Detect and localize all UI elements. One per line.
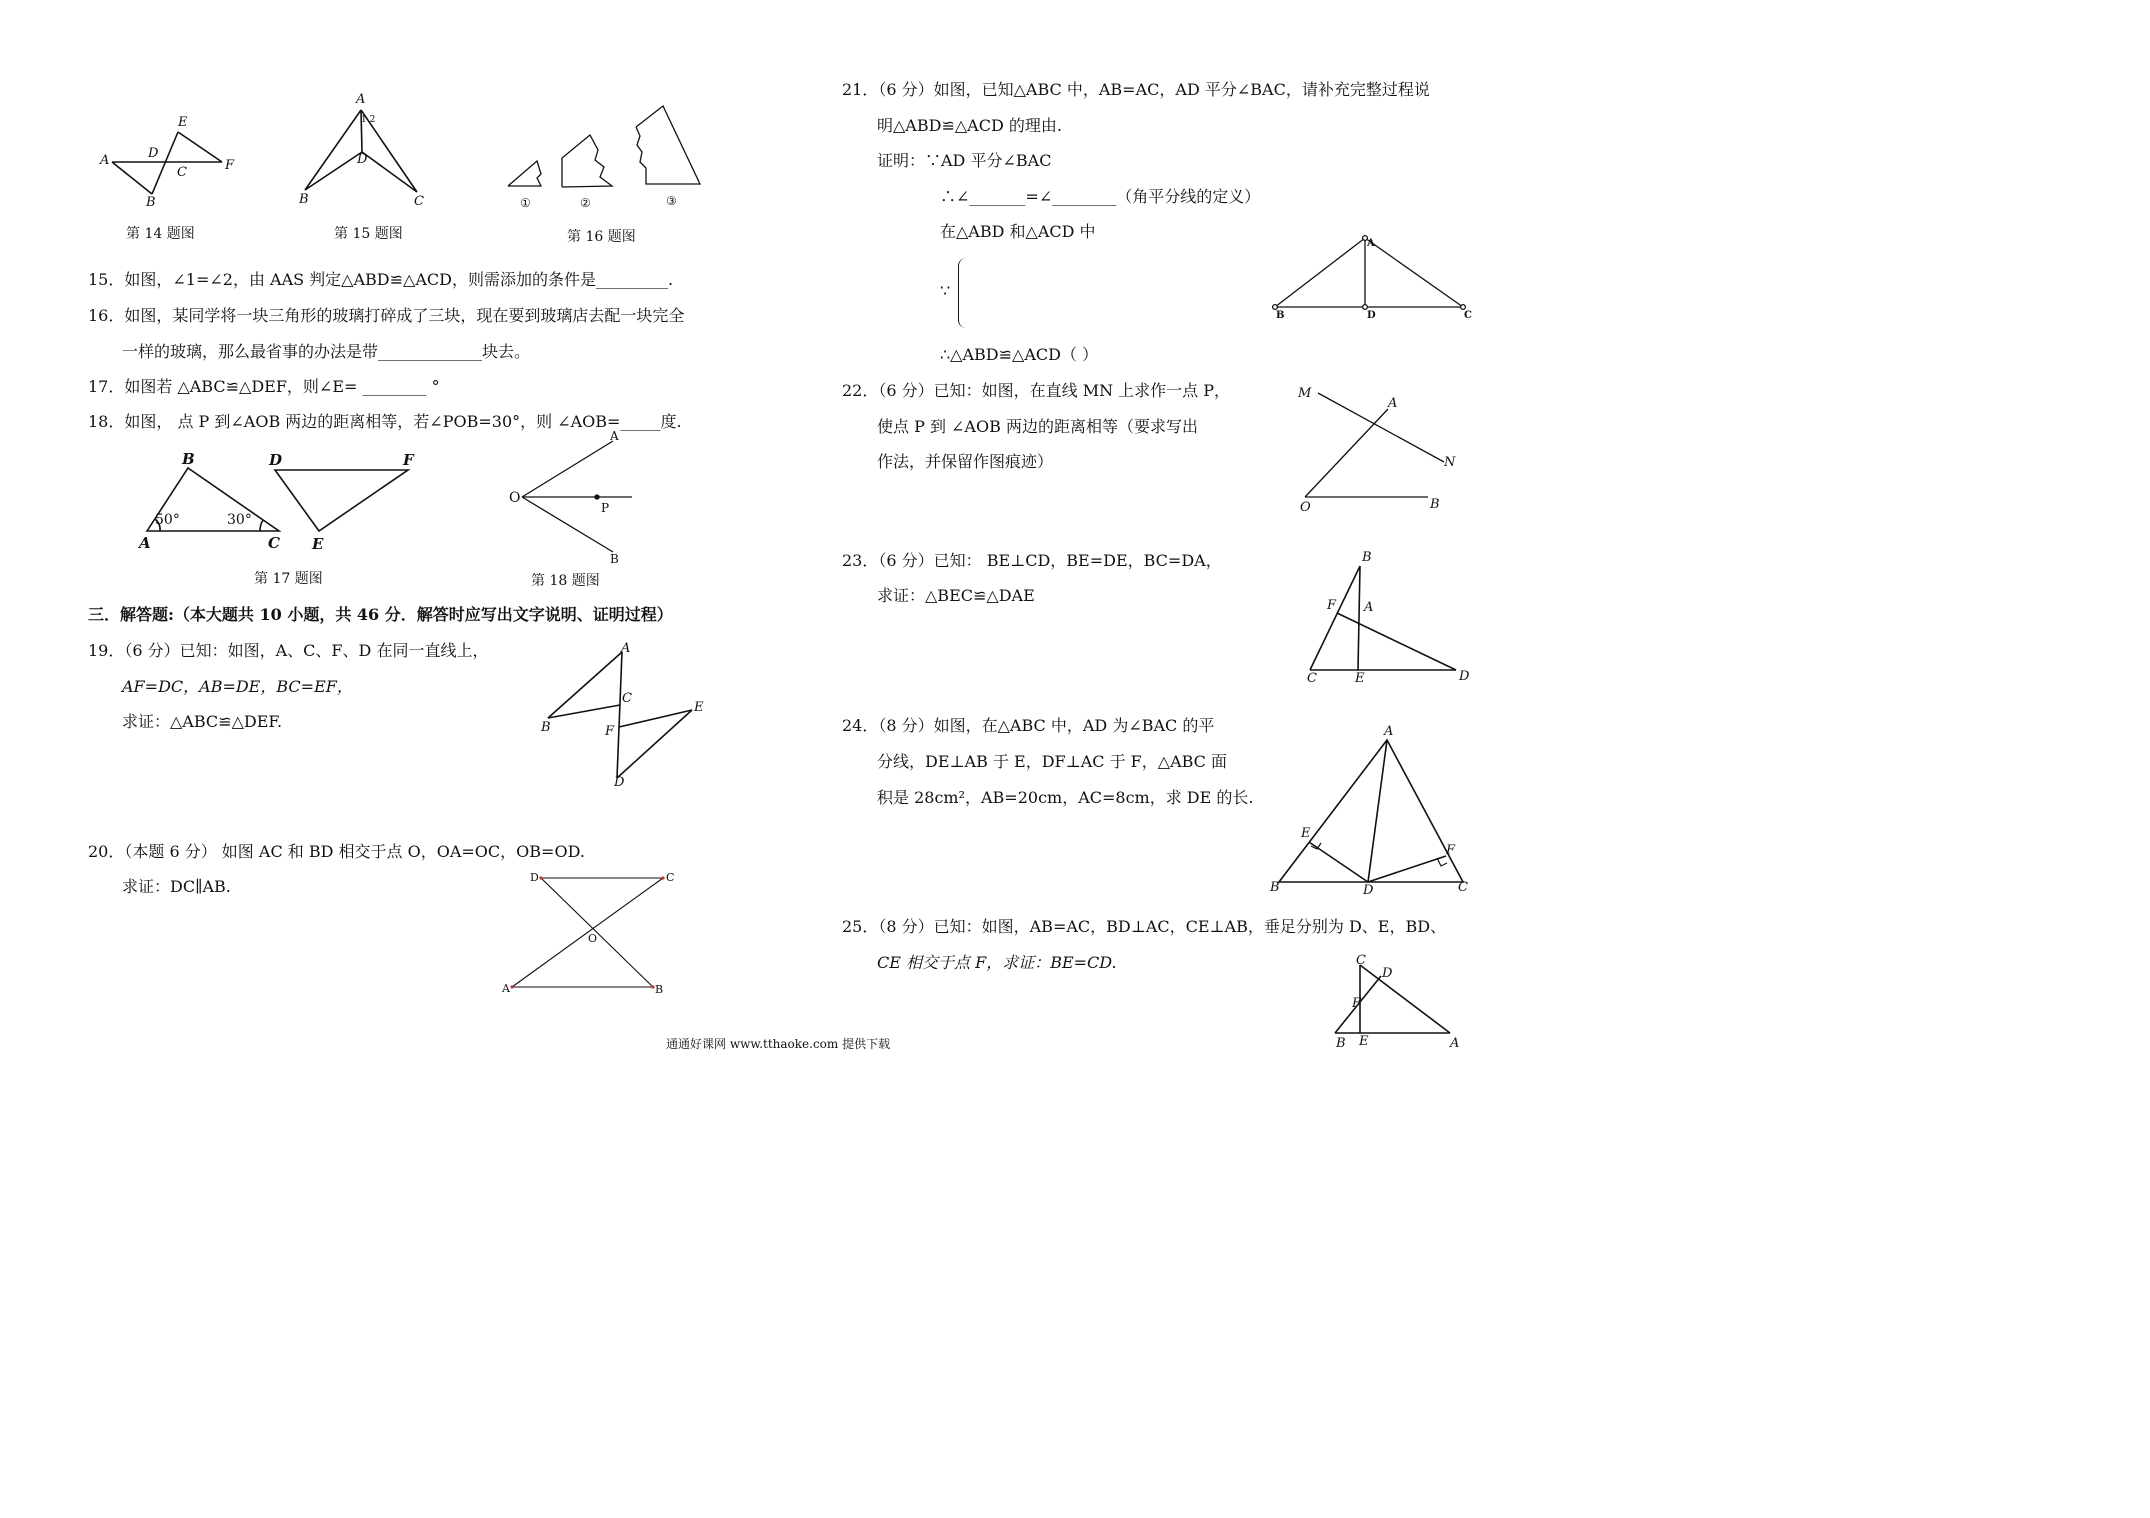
fig15-label-A: A <box>356 92 366 107</box>
fig15-label-C: C <box>414 194 424 209</box>
fig20-label-D: D <box>530 871 539 884</box>
question-19-line1: 19．（6 分）已知：如图，A、C、F、D 在同一直线上， <box>88 641 489 660</box>
fig24-label-F: F <box>1446 843 1456 858</box>
fig17-caption: 第 17 题图 <box>254 571 323 587</box>
question-22-line3: 作法，并保留作图痕迹） <box>877 452 1054 471</box>
fig17-label-D: D <box>269 451 283 469</box>
fig18-label-P: P <box>601 501 610 515</box>
fig21-label-A: A <box>1367 238 1375 249</box>
fig14-label-C: C <box>177 165 187 180</box>
fig23-label-B: B <box>1362 550 1372 565</box>
question-24-line1: 24．（8 分）如图，在△ABC 中，AD 为∠BAC 的平 <box>842 716 1215 735</box>
fig16-label-piece1: ① <box>520 196 531 210</box>
fig14-label-A: A <box>100 153 110 168</box>
fig22-label-M: M <box>1298 386 1312 401</box>
fig18-label-O: O <box>509 490 521 506</box>
fig14-label-F: F <box>225 158 235 173</box>
fig21-label-B: B <box>1276 310 1285 321</box>
question-16-line1: 16．如图，某同学将一块三角形的玻璃打碎成了三块，现在要到玻璃店去配一块完全 <box>88 306 685 325</box>
fig16-label-piece3: ③ <box>666 194 677 208</box>
question-20-line2: 求证：DC∥AB. <box>122 877 231 896</box>
fig15-caption: 第 15 题图 <box>334 226 403 242</box>
question-19-line3: 求证：△ABC≌△DEF. <box>122 712 283 731</box>
footer-credit: 通通好课网 www.tthaoke.com 提供下载 <box>666 1037 891 1051</box>
fig24-label-A: A <box>1384 724 1394 739</box>
fig24-label-D: D <box>1363 883 1374 898</box>
question-24-line3: 积是 28cm²，AB=20cm，AC=8cm，求 DE 的长. <box>877 788 1254 807</box>
question-21-line4: ∴∠_______=∠________（角平分线的定义） <box>940 187 1261 206</box>
fig17-angle-50: 50° <box>155 512 180 528</box>
question-20-line1: 20．（本题 6 分） 如图 AC 和 BD 相交于点 O，OA=OC，OB=OD. <box>88 842 585 861</box>
fig25-label-D: D <box>1382 966 1393 981</box>
question-23-line1: 23．（6 分）已知： BE⊥CD，BE=DE，BC=DA， <box>842 551 1222 570</box>
fig14-label-E: E <box>178 115 188 130</box>
fig24-label-B: B <box>1270 880 1280 895</box>
fig23-label-A: A <box>1364 600 1374 615</box>
fig18-caption: 第 18 题图 <box>531 573 600 589</box>
fig17-angle-30: 30° <box>227 512 252 528</box>
fig15-label-D: D <box>357 152 368 167</box>
fig18-label-B: B <box>610 552 619 566</box>
fig21-label-D: D <box>1367 310 1376 321</box>
fig17-label-A: A <box>139 534 151 552</box>
fig25-label-F: F <box>1352 996 1362 1011</box>
fig22-label-N: N <box>1444 455 1456 470</box>
fig19-label-C: C <box>622 691 632 706</box>
fig15-label-B: B <box>299 192 309 207</box>
fig14-label-B: B <box>146 195 156 210</box>
figure-23 <box>1310 566 1456 670</box>
fig23-label-C: C <box>1307 671 1317 686</box>
fig19-label-F: F <box>605 724 615 739</box>
section-3-heading: 三．解答题:（本大题共 10 小题，共 46 分．解答时应写出文字说明、证明过程） <box>88 605 673 624</box>
question-25-line2: CE 相交于点 F，求证：BE=CD. <box>877 953 1117 972</box>
fig22-label-A: A <box>1388 396 1398 411</box>
fig20-label-A: A <box>502 982 510 995</box>
fig25-label-E: E <box>1359 1034 1369 1049</box>
fig16-caption: 第 16 题图 <box>567 229 636 245</box>
fig14-label-D: D <box>148 146 159 161</box>
fig19-label-A: A <box>621 641 631 656</box>
figure-24 <box>1279 740 1463 882</box>
fig23-label-D: D <box>1459 669 1470 684</box>
question-17: 17．如图若 △ABC≌△DEF，则∠E= ________ ° <box>88 377 440 396</box>
fig22-label-O: O <box>1300 500 1311 515</box>
question-25-line1: 25．（8 分）已知：如图，AB=AC，BD⊥AC，CE⊥AB，垂足分别为 D、E，BD、 <box>842 917 1447 936</box>
figure-17 <box>147 468 408 531</box>
question-21-line2: 明△ABD≌△ACD 的理由. <box>877 116 1062 135</box>
fig20-label-B: B <box>655 983 664 996</box>
question-19-line2: AF=DC，AB=DE，BC=EF， <box>122 677 353 696</box>
fig25-label-B: B <box>1336 1036 1346 1051</box>
fig19-label-D: D <box>614 775 625 790</box>
fig22-label-B: B <box>1430 497 1440 512</box>
fig16-label-piece2: ② <box>580 196 591 210</box>
fig17-label-E: E <box>312 535 324 553</box>
fig25-label-C: C <box>1356 953 1366 968</box>
question-21-line5: 在△ABD 和△ACD 中 <box>940 222 1096 241</box>
fig18-label-A: A <box>610 429 619 443</box>
fig20-label-C: C <box>666 871 675 884</box>
fig25-label-A: A <box>1450 1036 1460 1051</box>
question-24-line2: 分线，DE⊥AB 于 E，DF⊥AC 于 F，△ABC 面 <box>877 752 1228 771</box>
question-21-because: ∵ <box>940 281 951 300</box>
question-21-brace <box>958 258 967 328</box>
figure-18 <box>522 441 632 552</box>
fig15-label-angle: 1 2 <box>361 115 376 125</box>
fig23-label-F: F <box>1327 598 1337 613</box>
fig23-label-E: E <box>1355 671 1365 686</box>
question-22-line2: 使点 P 到 ∠AOB 两边的距离相等（要求写出 <box>877 417 1198 436</box>
question-21-line1: 21．（6 分）如图，已知△ABC 中，AB=AC，AD 平分∠BAC，请补充完整过程说 <box>842 80 1430 99</box>
question-21-line7: ∴△ABD≌△ACD（ ） <box>940 345 1099 364</box>
figure-19 <box>548 652 692 778</box>
question-23-line2: 求证：△BEC≌△DAE <box>877 586 1035 605</box>
question-22-line1: 22．（6 分）已知：如图，在直线 MN 上求作一点 P， <box>842 381 1231 400</box>
fig20-label-O: O <box>588 932 598 945</box>
question-21-line3: 证明：∵AD 平分∠BAC <box>877 151 1052 170</box>
figure-16 <box>508 106 700 187</box>
fig19-label-B: B <box>541 720 551 735</box>
fig19-label-E: E <box>694 700 704 715</box>
fig21-label-C: C <box>1464 310 1472 321</box>
fig24-label-C: C <box>1458 880 1468 895</box>
question-16-line2: 一样的玻璃，那么最省事的办法是带_____________块去。 <box>122 342 531 361</box>
fig17-label-B: B <box>182 450 195 468</box>
question-15: 15．如图，∠1=∠2，由 AAS 判定△ABD≌△ACD，则需添加的条件是_________. <box>88 270 674 289</box>
fig17-label-C: C <box>268 534 280 552</box>
question-18: 18．如图， 点 P 到∠AOB 两边的距离相等，若∠POB=30°，则 ∠AOB=_____度. <box>88 412 682 431</box>
figure-22 <box>1305 393 1444 497</box>
fig17-label-F: F <box>403 451 414 469</box>
fig14-caption: 第 14 题图 <box>126 226 195 242</box>
figure-14 <box>112 132 222 194</box>
fig24-label-E: E <box>1301 826 1311 841</box>
